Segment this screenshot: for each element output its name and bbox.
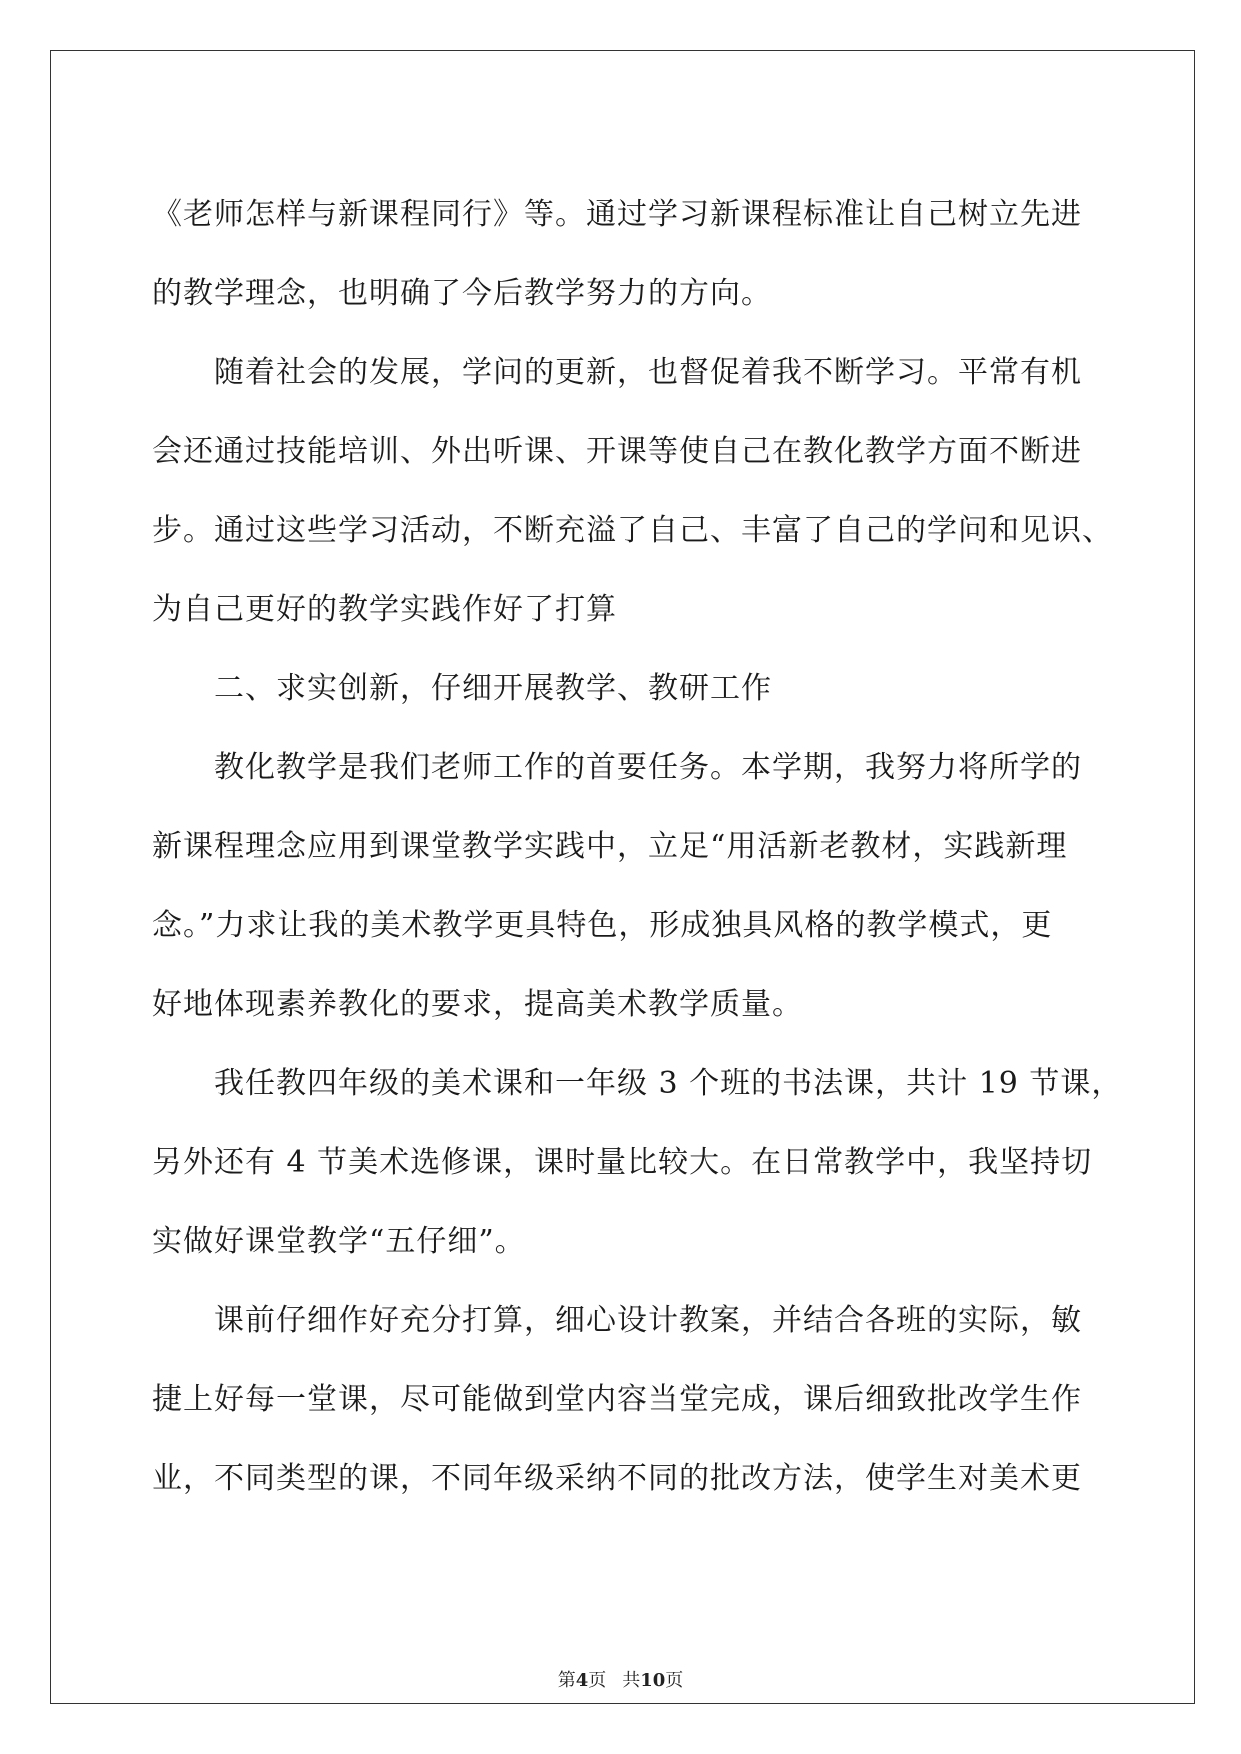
text-line: 实做好课堂教学“五仔细”。 <box>152 1224 526 1259</box>
page-footer <box>0 1669 1241 1693</box>
section-heading: 二、求实创新，仔细开展教学、教研工作 <box>214 671 772 706</box>
text-line: 《老师怎样与新课程同行》等。通过学习新课程标准让自己树立先进 <box>152 197 1082 232</box>
total-page-count: 10 <box>640 1670 666 1691</box>
text-line: 为自己更好的教学实践作好了打算 <box>152 592 617 627</box>
total-suffix: 页 <box>665 1670 684 1691</box>
text-line: 新课程理念应用到课堂教学实践中，立足“用活新老教材，实践新理 <box>152 829 1068 864</box>
current-page-number: 4 <box>575 1670 589 1691</box>
text-line: 的教学理念，也明确了今后教学努力的方向。 <box>152 276 772 311</box>
text-line: 业，不同类型的课，不同年级采纳不同的批改方法，使学生对美术更 <box>152 1461 1082 1496</box>
total-prefix: 共 <box>622 1670 641 1691</box>
text-line: 我任教四年级的美术课和一年级 3 个班的书法课，共计 19 节课， <box>214 1066 1123 1101</box>
text-line: 捷上好每一堂课，尽可能做到堂内容当堂完成，课后细致批改学生作 <box>152 1382 1082 1417</box>
text-line: 另外还有 4 节美术选修课，课时量比较大。在日常教学中，我坚持切 <box>152 1145 1093 1180</box>
text-line: 会还通过技能培训、外出听课、开课等使自己在教化教学方面不断进 <box>152 434 1082 469</box>
text-line: 课前仔细作好充分打算，细心设计教案，并结合各班的实际，敏 <box>214 1303 1082 1338</box>
page-suffix: 页 <box>588 1670 607 1691</box>
page-prefix: 第 <box>557 1670 576 1691</box>
text-line: 念。”力求让我的美术教学更具特色，形成独具风格的教学模式，更 <box>152 908 1053 943</box>
text-line: 步。通过这些学习活动，不断充溢了自己、丰富了自己的学问和见识、 <box>152 513 1113 548</box>
text-line: 随着社会的发展，学问的更新，也督促着我不断学习。平常有机 <box>214 355 1082 390</box>
document-body <box>152 165 1123 1538</box>
text-line: 好地体现素养教化的要求，提高美术教学质量。 <box>152 987 803 1022</box>
text-line: 教化教学是我们老师工作的首要任务。本学期，我努力将所学的 <box>214 750 1082 785</box>
